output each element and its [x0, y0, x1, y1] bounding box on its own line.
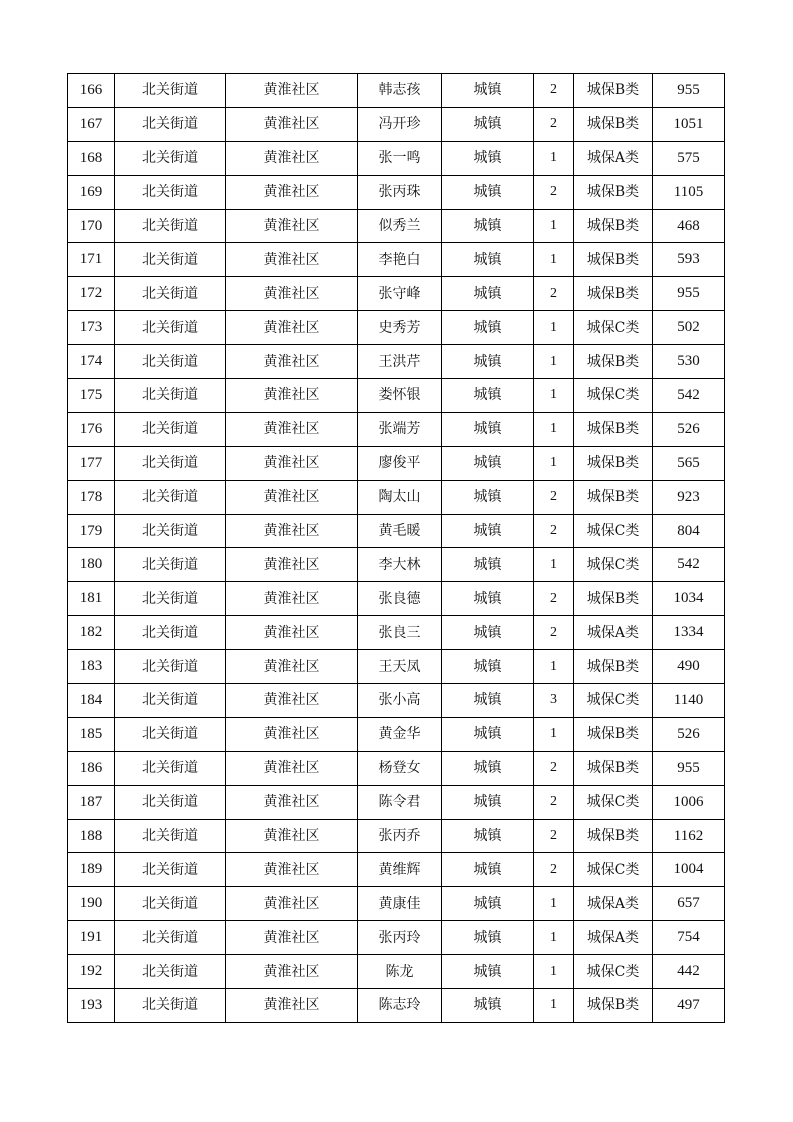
assistance-category-cell: 城保C类 — [574, 379, 653, 413]
area-type-cell: 城镇 — [442, 311, 534, 345]
assistance-category-cell: 城保A类 — [574, 141, 653, 175]
area-type-cell: 城镇 — [442, 751, 534, 785]
amount-cell: 490 — [653, 650, 725, 684]
household-count-cell: 1 — [534, 989, 574, 1023]
amount-cell: 502 — [653, 311, 725, 345]
table-row — [68, 107, 725, 141]
table-row — [68, 819, 725, 853]
person-name-cell: 廖俊平 — [358, 446, 442, 480]
community-cell: 黄淮社区 — [226, 548, 358, 582]
table-row — [68, 921, 725, 955]
area-type-cell: 城镇 — [442, 548, 534, 582]
subdistrict-cell: 北关街道 — [115, 887, 226, 921]
amount-cell: 575 — [653, 141, 725, 175]
person-name-cell: 黄金华 — [358, 717, 442, 751]
table-row — [68, 345, 725, 379]
amount-cell: 530 — [653, 345, 725, 379]
person-name-cell: 李大林 — [358, 548, 442, 582]
assistance-category-cell: 城保A类 — [574, 887, 653, 921]
subdistrict-cell: 北关街道 — [115, 277, 226, 311]
area-type-cell: 城镇 — [442, 209, 534, 243]
row-number-cell: 171 — [68, 243, 115, 277]
table-row — [68, 446, 725, 480]
row-number-cell: 184 — [68, 684, 115, 718]
person-name-cell: 杨登女 — [358, 751, 442, 785]
person-name-cell: 冯开珍 — [358, 107, 442, 141]
row-number-cell: 178 — [68, 480, 115, 514]
amount-cell: 754 — [653, 921, 725, 955]
subdistrict-cell: 北关街道 — [115, 684, 226, 718]
household-count-cell: 1 — [534, 650, 574, 684]
row-number-cell: 191 — [68, 921, 115, 955]
amount-cell: 1034 — [653, 582, 725, 616]
person-name-cell: 黄维辉 — [358, 853, 442, 887]
person-name-cell: 张丙玲 — [358, 921, 442, 955]
household-count-cell: 1 — [534, 141, 574, 175]
household-count-cell: 3 — [534, 684, 574, 718]
table-row — [68, 887, 725, 921]
row-number-cell: 189 — [68, 853, 115, 887]
table-row — [68, 955, 725, 989]
row-number-cell: 186 — [68, 751, 115, 785]
row-number-cell: 180 — [68, 548, 115, 582]
assistance-category-cell: 城保B类 — [574, 717, 653, 751]
community-cell: 黄淮社区 — [226, 345, 358, 379]
person-name-cell: 陈令君 — [358, 785, 442, 819]
assistance-category-cell: 城保B类 — [574, 989, 653, 1023]
amount-cell: 497 — [653, 989, 725, 1023]
community-cell: 黄淮社区 — [226, 684, 358, 718]
amount-cell: 526 — [653, 717, 725, 751]
community-cell: 黄淮社区 — [226, 887, 358, 921]
table-row — [68, 243, 725, 277]
subdistrict-cell: 北关街道 — [115, 243, 226, 277]
amount-cell: 955 — [653, 277, 725, 311]
person-name-cell: 史秀芳 — [358, 311, 442, 345]
community-cell: 黄淮社区 — [226, 412, 358, 446]
table-row — [68, 412, 725, 446]
community-cell: 黄淮社区 — [226, 785, 358, 819]
amount-cell: 1004 — [653, 853, 725, 887]
household-count-cell: 2 — [534, 853, 574, 887]
table-row — [68, 582, 725, 616]
person-name-cell: 张一鸣 — [358, 141, 442, 175]
household-count-cell: 1 — [534, 887, 574, 921]
amount-cell: 1006 — [653, 785, 725, 819]
area-type-cell: 城镇 — [442, 853, 534, 887]
area-type-cell: 城镇 — [442, 74, 534, 108]
household-count-cell: 1 — [534, 446, 574, 480]
table-row — [68, 209, 725, 243]
household-count-cell: 1 — [534, 717, 574, 751]
assistance-category-cell: 城保C类 — [574, 514, 653, 548]
person-name-cell: 陶太山 — [358, 480, 442, 514]
community-cell: 黄淮社区 — [226, 141, 358, 175]
table-row — [68, 785, 725, 819]
assistance-category-cell: 城保A类 — [574, 921, 653, 955]
area-type-cell: 城镇 — [442, 345, 534, 379]
area-type-cell: 城镇 — [442, 107, 534, 141]
community-cell: 黄淮社区 — [226, 751, 358, 785]
subdistrict-cell: 北关街道 — [115, 548, 226, 582]
amount-cell: 804 — [653, 514, 725, 548]
amount-cell: 526 — [653, 412, 725, 446]
person-name-cell: 黄康佳 — [358, 887, 442, 921]
household-count-cell: 2 — [534, 175, 574, 209]
community-cell: 黄淮社区 — [226, 379, 358, 413]
row-number-cell: 172 — [68, 277, 115, 311]
community-cell: 黄淮社区 — [226, 311, 358, 345]
table-row — [68, 616, 725, 650]
row-number-cell: 174 — [68, 345, 115, 379]
area-type-cell: 城镇 — [442, 887, 534, 921]
subdistrict-cell: 北关街道 — [115, 514, 226, 548]
assistance-category-cell: 城保B类 — [574, 209, 653, 243]
subdistrict-cell: 北关街道 — [115, 107, 226, 141]
area-type-cell: 城镇 — [442, 955, 534, 989]
amount-cell: 923 — [653, 480, 725, 514]
subdistrict-cell: 北关街道 — [115, 989, 226, 1023]
subdistrict-cell: 北关街道 — [115, 311, 226, 345]
area-type-cell: 城镇 — [442, 582, 534, 616]
assistance-category-cell: 城保C类 — [574, 853, 653, 887]
community-cell: 黄淮社区 — [226, 175, 358, 209]
household-count-cell: 1 — [534, 243, 574, 277]
household-count-cell: 1 — [534, 955, 574, 989]
area-type-cell: 城镇 — [442, 141, 534, 175]
amount-cell: 593 — [653, 243, 725, 277]
household-count-cell: 2 — [534, 751, 574, 785]
area-type-cell: 城镇 — [442, 921, 534, 955]
subdistrict-cell: 北关街道 — [115, 650, 226, 684]
area-type-cell: 城镇 — [442, 412, 534, 446]
person-name-cell: 王洪芹 — [358, 345, 442, 379]
assistance-category-cell: 城保B类 — [574, 446, 653, 480]
row-number-cell: 175 — [68, 379, 115, 413]
person-name-cell: 张丙珠 — [358, 175, 442, 209]
subdistrict-cell: 北关街道 — [115, 74, 226, 108]
row-number-cell: 187 — [68, 785, 115, 819]
assistance-category-cell: 城保B类 — [574, 819, 653, 853]
area-type-cell: 城镇 — [442, 446, 534, 480]
amount-cell: 1334 — [653, 616, 725, 650]
row-number-cell: 181 — [68, 582, 115, 616]
row-number-cell: 188 — [68, 819, 115, 853]
area-type-cell: 城镇 — [442, 379, 534, 413]
household-count-cell: 1 — [534, 345, 574, 379]
person-name-cell: 张良三 — [358, 616, 442, 650]
row-number-cell: 192 — [68, 955, 115, 989]
assistance-category-cell: 城保C类 — [574, 548, 653, 582]
table-row — [68, 311, 725, 345]
subdistrict-cell: 北关街道 — [115, 955, 226, 989]
table-row — [68, 480, 725, 514]
row-number-cell: 167 — [68, 107, 115, 141]
community-cell: 黄淮社区 — [226, 74, 358, 108]
person-name-cell: 王天凤 — [358, 650, 442, 684]
area-type-cell: 城镇 — [442, 989, 534, 1023]
person-name-cell: 张端芳 — [358, 412, 442, 446]
area-type-cell: 城镇 — [442, 684, 534, 718]
subdistrict-cell: 北关街道 — [115, 819, 226, 853]
community-cell: 黄淮社区 — [226, 921, 358, 955]
area-type-cell: 城镇 — [442, 616, 534, 650]
assistance-category-cell: 城保C类 — [574, 955, 653, 989]
assistance-category-cell: 城保B类 — [574, 751, 653, 785]
area-type-cell: 城镇 — [442, 243, 534, 277]
person-name-cell: 陈龙 — [358, 955, 442, 989]
amount-cell: 955 — [653, 751, 725, 785]
table-row — [68, 514, 725, 548]
subdistrict-cell: 北关街道 — [115, 717, 226, 751]
assistance-category-cell: 城保B类 — [574, 412, 653, 446]
subdistrict-cell: 北关街道 — [115, 412, 226, 446]
assistance-category-cell: 城保B类 — [574, 277, 653, 311]
amount-cell: 542 — [653, 548, 725, 582]
community-cell: 黄淮社区 — [226, 853, 358, 887]
community-cell: 黄淮社区 — [226, 955, 358, 989]
household-count-cell: 2 — [534, 616, 574, 650]
person-name-cell: 张良德 — [358, 582, 442, 616]
amount-cell: 955 — [653, 74, 725, 108]
assistance-category-cell: 城保B类 — [574, 480, 653, 514]
row-number-cell: 170 — [68, 209, 115, 243]
amount-cell: 542 — [653, 379, 725, 413]
area-type-cell: 城镇 — [442, 175, 534, 209]
subdistrict-cell: 北关街道 — [115, 446, 226, 480]
assistance-category-cell: 城保B类 — [574, 74, 653, 108]
household-count-cell: 1 — [534, 548, 574, 582]
community-cell: 黄淮社区 — [226, 989, 358, 1023]
subdistrict-cell: 北关街道 — [115, 141, 226, 175]
assistance-category-cell: 城保C类 — [574, 311, 653, 345]
community-cell: 黄淮社区 — [226, 650, 358, 684]
person-name-cell: 张小高 — [358, 684, 442, 718]
row-number-cell: 177 — [68, 446, 115, 480]
household-count-cell: 2 — [534, 74, 574, 108]
assistance-category-cell: 城保B类 — [574, 582, 653, 616]
subsidy-roster-table — [67, 73, 725, 1023]
area-type-cell: 城镇 — [442, 785, 534, 819]
person-name-cell: 张守峰 — [358, 277, 442, 311]
amount-cell: 1051 — [653, 107, 725, 141]
person-name-cell: 韩志孩 — [358, 74, 442, 108]
person-name-cell: 娄怀银 — [358, 379, 442, 413]
area-type-cell: 城镇 — [442, 514, 534, 548]
assistance-category-cell: 城保B类 — [574, 107, 653, 141]
table-row — [68, 74, 725, 108]
person-name-cell: 似秀兰 — [358, 209, 442, 243]
table-row — [68, 751, 725, 785]
community-cell: 黄淮社区 — [226, 582, 358, 616]
subdistrict-cell: 北关街道 — [115, 785, 226, 819]
community-cell: 黄淮社区 — [226, 717, 358, 751]
row-number-cell: 190 — [68, 887, 115, 921]
assistance-category-cell: 城保C类 — [574, 785, 653, 819]
amount-cell: 1162 — [653, 819, 725, 853]
row-number-cell: 182 — [68, 616, 115, 650]
community-cell: 黄淮社区 — [226, 514, 358, 548]
household-count-cell: 2 — [534, 582, 574, 616]
subdistrict-cell: 北关街道 — [115, 175, 226, 209]
person-name-cell: 黄毛暖 — [358, 514, 442, 548]
table-row — [68, 650, 725, 684]
household-count-cell: 1 — [534, 921, 574, 955]
assistance-category-cell: 城保C类 — [574, 684, 653, 718]
row-number-cell: 169 — [68, 175, 115, 209]
subdistrict-cell: 北关街道 — [115, 853, 226, 887]
row-number-cell: 193 — [68, 989, 115, 1023]
table-row — [68, 277, 725, 311]
amount-cell: 1105 — [653, 175, 725, 209]
household-count-cell: 1 — [534, 379, 574, 413]
subdistrict-cell: 北关街道 — [115, 209, 226, 243]
community-cell: 黄淮社区 — [226, 209, 358, 243]
household-count-cell: 2 — [534, 107, 574, 141]
person-name-cell: 陈志玲 — [358, 989, 442, 1023]
assistance-category-cell: 城保B类 — [574, 345, 653, 379]
person-name-cell: 张丙乔 — [358, 819, 442, 853]
subdistrict-cell: 北关街道 — [115, 751, 226, 785]
community-cell: 黄淮社区 — [226, 819, 358, 853]
row-number-cell: 168 — [68, 141, 115, 175]
table-row — [68, 175, 725, 209]
area-type-cell: 城镇 — [442, 277, 534, 311]
amount-cell: 1140 — [653, 684, 725, 718]
amount-cell: 442 — [653, 955, 725, 989]
assistance-category-cell: 城保A类 — [574, 616, 653, 650]
table-row — [68, 141, 725, 175]
row-number-cell: 185 — [68, 717, 115, 751]
household-count-cell: 1 — [534, 412, 574, 446]
row-number-cell: 183 — [68, 650, 115, 684]
area-type-cell: 城镇 — [442, 819, 534, 853]
amount-cell: 468 — [653, 209, 725, 243]
subdistrict-cell: 北关街道 — [115, 582, 226, 616]
household-count-cell: 2 — [534, 480, 574, 514]
area-type-cell: 城镇 — [442, 717, 534, 751]
household-count-cell: 2 — [534, 277, 574, 311]
household-count-cell: 2 — [534, 819, 574, 853]
subdistrict-cell: 北关街道 — [115, 379, 226, 413]
table-row — [68, 379, 725, 413]
person-name-cell: 李艳白 — [358, 243, 442, 277]
subdistrict-cell: 北关街道 — [115, 616, 226, 650]
subdistrict-cell: 北关街道 — [115, 345, 226, 379]
community-cell: 黄淮社区 — [226, 243, 358, 277]
table-body — [68, 74, 725, 1023]
amount-cell: 565 — [653, 446, 725, 480]
area-type-cell: 城镇 — [442, 650, 534, 684]
table-row — [68, 989, 725, 1023]
assistance-category-cell: 城保B类 — [574, 175, 653, 209]
assistance-category-cell: 城保B类 — [574, 650, 653, 684]
household-count-cell: 1 — [534, 311, 574, 345]
community-cell: 黄淮社区 — [226, 616, 358, 650]
community-cell: 黄淮社区 — [226, 480, 358, 514]
row-number-cell: 166 — [68, 74, 115, 108]
household-count-cell: 2 — [534, 785, 574, 819]
household-count-cell: 1 — [534, 209, 574, 243]
row-number-cell: 179 — [68, 514, 115, 548]
subdistrict-cell: 北关街道 — [115, 480, 226, 514]
table-row — [68, 684, 725, 718]
community-cell: 黄淮社区 — [226, 446, 358, 480]
table-row — [68, 717, 725, 751]
area-type-cell: 城镇 — [442, 480, 534, 514]
community-cell: 黄淮社区 — [226, 277, 358, 311]
table-row — [68, 548, 725, 582]
amount-cell: 657 — [653, 887, 725, 921]
row-number-cell: 173 — [68, 311, 115, 345]
household-count-cell: 2 — [534, 514, 574, 548]
subdistrict-cell: 北关街道 — [115, 921, 226, 955]
table-row — [68, 853, 725, 887]
row-number-cell: 176 — [68, 412, 115, 446]
assistance-category-cell: 城保B类 — [574, 243, 653, 277]
community-cell: 黄淮社区 — [226, 107, 358, 141]
